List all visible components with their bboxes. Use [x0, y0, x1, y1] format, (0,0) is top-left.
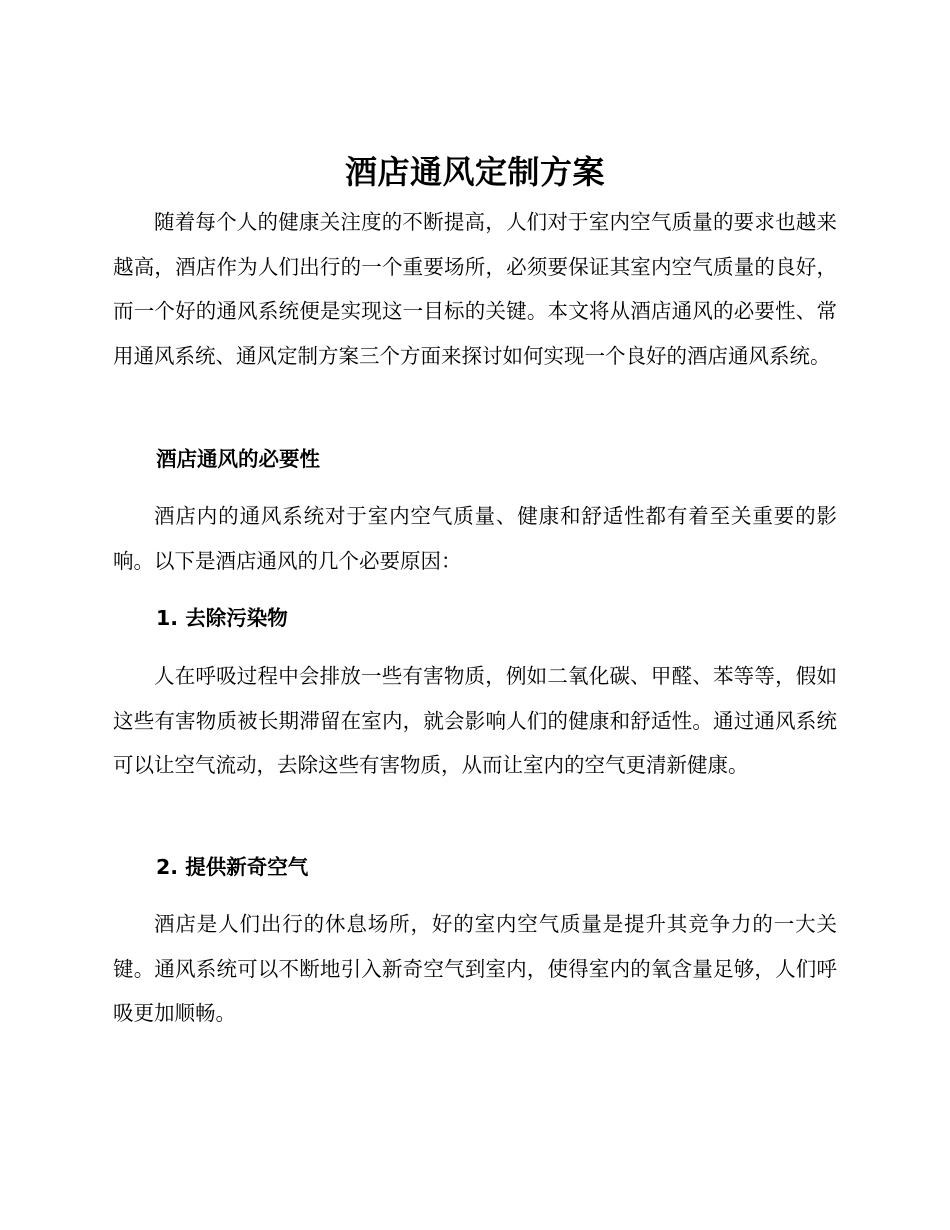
section-paragraph-necessity: 酒店内的通风系统对于室内空气质量、健康和舒适性都有着至关重要的影响。以下是酒店通风的几个必要原因：	[113, 504, 837, 573]
section-heading-necessity: 酒店通风的必要性	[156, 447, 320, 471]
document-title: 酒店通风定制方案	[344, 153, 605, 191]
item-paragraph-remove-pollutants: 人在呼吸过程中会排放一些有害物质，例如二氧化碳、甲醛、苯等等，假如这些有害物质被长期滞留在室内，就会影响人们的健康和舒适性。通过通风系统可以让空气流动，去除这些有害物质，从而让室内的空气更清新健康。	[113, 664, 837, 777]
item-heading-remove-pollutants: 1. 去除污染物	[156, 606, 288, 630]
item-heading-fresh-air: 2. 提供新奇空气	[156, 855, 309, 879]
item-paragraph-fresh-air: 酒店是人们出行的休息场所，好的室内空气质量是提升其竞争力的一大关键。通风系统可以不断地引入新奇空气到室内，使得室内的氧含量足够，人们呼吸更加顺畅。	[113, 912, 837, 1025]
intro-paragraph: 随着每个人的健康关注度的不断提高，人们对于室内空气质量的要求也越来越高，酒店作为人们出行的一个重要场所，必须要保证其室内空气质量的良好，而一个好的通风系统便是实现这一目标的关键。本文将从酒店通风的必要性、常用通风系统、通风定制方案三个方面来探讨如何实现一个良好的酒店通风系统。	[113, 210, 837, 368]
